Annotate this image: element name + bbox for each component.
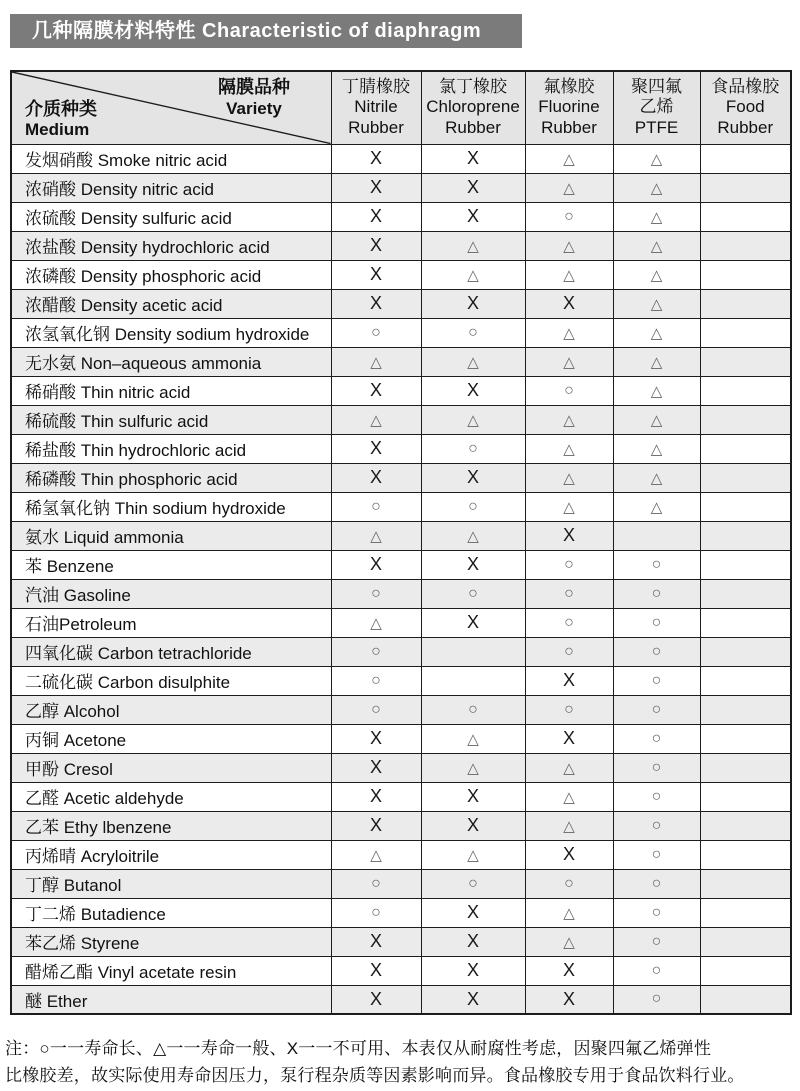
rating-cell: △ [331,405,421,434]
rating-cell: △ [525,898,613,927]
rating-cell: X [525,289,613,318]
column-header-line: 聚四氟 [631,76,682,96]
medium-label: 乙醛 Acetic aldehyde [11,782,331,811]
rating-cell [700,840,791,869]
rating-cell: X [421,202,525,231]
corner-variety-label [180,77,328,120]
column-header-4 [613,71,700,144]
variety-label-cn: 隔膜品种 [218,77,290,97]
rating-cell: ○ [331,666,421,695]
rating-cell: X [331,231,421,260]
table-row [11,492,791,521]
rating-cell: X [525,521,613,550]
rating-cell: △ [331,347,421,376]
table-row [11,405,791,434]
rating-cell: ○ [421,695,525,724]
rating-cell [700,347,791,376]
medium-label: 浓氢氧化钢 Density sodium hydroxide [11,318,331,347]
rating-cell [700,405,791,434]
table-row [11,579,791,608]
rating-cell: △ [525,463,613,492]
table-row [11,434,791,463]
rating-cell: △ [525,173,613,202]
rating-cell [700,782,791,811]
rating-cell: ○ [613,724,700,753]
rating-cell: △ [613,144,700,173]
table-row [11,985,791,1014]
column-header-2 [421,71,525,144]
medium-label: 稀氢氧化钠 Thin sodium hydroxide [11,492,331,521]
rating-cell: ○ [613,869,700,898]
medium-label: 浓盐酸 Density hydrochloric acid [11,231,331,260]
rating-cell [700,289,791,318]
rating-cell [700,811,791,840]
table-row [11,898,791,927]
footnote-line-1: 注：○一一寿命长、△一一寿命一般、X一一不可用、本表仅从耐腐性考虑，因聚四氟乙烯弹性 [5,1039,712,1058]
rating-cell: △ [331,840,421,869]
rating-cell: △ [421,724,525,753]
table-row [11,927,791,956]
table-row [11,231,791,260]
rating-cell: X [525,840,613,869]
footnote [5,1035,797,1089]
rating-cell: X [331,724,421,753]
header-row [11,71,791,144]
diaphragm-characteristics-table [10,70,792,1015]
table-row [11,376,791,405]
rating-cell: ○ [331,492,421,521]
rating-cell [700,463,791,492]
rating-cell: △ [613,463,700,492]
table-row [11,695,791,724]
rating-cell: X [331,260,421,289]
rating-cell [700,869,791,898]
medium-label: 乙醇 Alcohol [11,695,331,724]
medium-label: 浓硫酸 Density sulfuric acid [11,202,331,231]
column-header-line: PTFE [634,118,679,138]
rating-cell [700,376,791,405]
page-title: 几种隔膜材料特性 Characteristic of diaphragm [10,14,522,48]
column-header-3 [525,71,613,144]
rating-cell: ○ [613,985,700,1014]
rating-cell: X [331,289,421,318]
table-row [11,956,791,985]
rating-cell: X [421,898,525,927]
medium-label: 无水氨 Non–aqueous ammonia [11,347,331,376]
rating-cell: △ [525,347,613,376]
rating-cell: ○ [331,579,421,608]
rating-cell [700,695,791,724]
rating-cell: ○ [613,898,700,927]
rating-cell: △ [525,753,613,782]
rating-cell: X [421,550,525,579]
rating-cell: ○ [613,666,700,695]
table-row [11,289,791,318]
rating-cell: X [331,753,421,782]
rating-cell: △ [613,347,700,376]
rating-cell [700,521,791,550]
medium-label-en: Medium [25,120,90,140]
rating-cell [700,202,791,231]
variety-label-en: Variety [226,98,282,118]
rating-cell: X [421,144,525,173]
rating-cell: ○ [613,840,700,869]
rating-cell: △ [613,173,700,202]
rating-cell: △ [613,202,700,231]
rating-cell: ○ [613,811,700,840]
table-row [11,753,791,782]
table-row [11,608,791,637]
rating-cell: △ [421,521,525,550]
rating-cell: X [421,985,525,1014]
rating-cell: △ [421,840,525,869]
rating-cell: △ [525,144,613,173]
column-header-line: 氯丁橡胶 [439,76,507,96]
medium-label: 苯乙烯 Styrene [11,927,331,956]
rating-cell: ○ [525,550,613,579]
rating-cell: X [421,927,525,956]
medium-label: 乙苯 Ethy lbenzene [11,811,331,840]
rating-cell: △ [525,405,613,434]
rating-cell: ○ [525,579,613,608]
rating-cell: △ [331,608,421,637]
column-header-1 [331,71,421,144]
table-row [11,869,791,898]
rating-cell: △ [331,521,421,550]
rating-cell: ○ [613,608,700,637]
rating-cell: X [331,463,421,492]
table-row [11,666,791,695]
rating-cell [700,231,791,260]
rating-cell [700,985,791,1014]
rating-cell: X [331,927,421,956]
rating-cell: X [525,985,613,1014]
medium-label: 苯 Benzene [11,550,331,579]
table-row [11,550,791,579]
rating-cell [613,521,700,550]
medium-label: 稀磷酸 Thin phosphoric acid [11,463,331,492]
rating-cell: △ [525,231,613,260]
rating-cell: X [331,376,421,405]
column-header-5 [700,71,791,144]
rating-cell: ○ [331,898,421,927]
rating-cell: ○ [613,637,700,666]
rating-cell: X [525,666,613,695]
column-header-line: Rubber [541,118,597,138]
rating-cell: △ [613,289,700,318]
rating-cell: X [421,376,525,405]
medium-label: 稀盐酸 Thin hydrochloric acid [11,434,331,463]
rating-cell: ○ [331,318,421,347]
rating-cell: △ [613,434,700,463]
medium-label: 汽油 Gasoline [11,579,331,608]
rating-cell: ○ [613,579,700,608]
table-row [11,463,791,492]
rating-cell [700,434,791,463]
medium-label: 醚 Ether [11,985,331,1014]
rating-cell: X [421,173,525,202]
rating-cell: X [525,956,613,985]
rating-cell: △ [525,318,613,347]
rating-cell: X [331,985,421,1014]
table-row [11,173,791,202]
rating-cell: X [421,811,525,840]
rating-cell: △ [421,260,525,289]
rating-cell [700,144,791,173]
table-row [11,347,791,376]
rating-cell [700,550,791,579]
rating-cell: ○ [421,492,525,521]
rating-cell [700,724,791,753]
medium-label: 甲酚 Cresol [11,753,331,782]
medium-label: 丁二烯 Butadience [11,898,331,927]
rating-cell: ○ [421,318,525,347]
rating-cell: △ [421,347,525,376]
rating-cell: △ [421,405,525,434]
rating-cell [700,898,791,927]
rating-cell: X [421,608,525,637]
medium-label: 醋烯乙酯 Vinyl acetate resin [11,956,331,985]
rating-cell: ○ [613,550,700,579]
table-row [11,782,791,811]
rating-cell: ○ [525,608,613,637]
rating-cell [700,260,791,289]
rating-cell: △ [613,405,700,434]
column-header-line: 食品橡胶 [711,76,780,96]
table-row [11,260,791,289]
medium-label: 四氧化碳 Carbon tetrachloride [11,637,331,666]
rating-cell: △ [613,260,700,289]
medium-label: 浓醋酸 Density acetic acid [11,289,331,318]
column-header-line: 丁腈橡胶 [342,76,410,96]
table-row [11,811,791,840]
table-row [11,637,791,666]
rating-cell: ○ [421,434,525,463]
rating-cell: X [331,550,421,579]
rating-cell: ○ [525,637,613,666]
medium-label: 浓硝酸 Density nitric acid [11,173,331,202]
rating-cell: ○ [331,695,421,724]
column-header-line: Rubber [348,118,404,138]
medium-label: 稀硝酸 Thin nitric acid [11,376,331,405]
medium-label: 石油Petroleum [11,608,331,637]
rating-cell: X [331,202,421,231]
rating-cell: ○ [613,927,700,956]
table-row [11,840,791,869]
rating-cell: △ [525,927,613,956]
rating-cell: X [331,782,421,811]
column-header-line: Nitrile [354,97,398,117]
medium-label: 二硫化碳 Carbon disulphite [11,666,331,695]
rating-cell [700,492,791,521]
medium-label: 稀硫酸 Thin sulfuric acid [11,405,331,434]
rating-cell [700,637,791,666]
footnote-line-2: 比橡胶差，故实际使用寿命因压力，泵行程杂质等因素影响而异。食品橡胶专用于食品饮料行业。 [5,1066,745,1086]
rating-cell: △ [613,231,700,260]
corner-medium-label [25,99,97,141]
rating-cell: ○ [613,753,700,782]
medium-label: 氨水 Liquid ammonia [11,521,331,550]
column-header-line: 乙烯 [639,97,674,117]
rating-cell: △ [421,753,525,782]
rating-cell: ○ [525,695,613,724]
table-row [11,202,791,231]
corner-cell [11,71,331,144]
rating-cell: X [421,782,525,811]
rating-cell [700,753,791,782]
medium-label: 丁醇 Butanol [11,869,331,898]
rating-cell: X [421,289,525,318]
column-header-line: Chloroprene [426,97,520,117]
rating-cell: ○ [525,869,613,898]
rating-cell: ○ [525,202,613,231]
rating-cell: △ [525,492,613,521]
table-row [11,318,791,347]
rating-cell: △ [525,782,613,811]
rating-cell: ○ [331,637,421,666]
medium-label: 丙烯晴 Acryloitrile [11,840,331,869]
table-row [11,724,791,753]
rating-cell: X [331,811,421,840]
rating-cell [700,173,791,202]
rating-cell: X [331,173,421,202]
medium-label-cn: 介质种类 [25,98,97,119]
rating-cell: ○ [613,782,700,811]
rating-cell: ○ [421,579,525,608]
rating-cell: X [331,144,421,173]
rating-cell: △ [613,318,700,347]
rating-cell: △ [525,811,613,840]
rating-cell: ○ [613,956,700,985]
column-header-line: Rubber [445,118,501,138]
rating-cell: X [421,956,525,985]
rating-cell: X [421,463,525,492]
table-row [11,144,791,173]
medium-label: 发烟硝酸 Smoke nitric acid [11,144,331,173]
rating-cell [700,666,791,695]
rating-cell: △ [421,231,525,260]
table-row [11,521,791,550]
rating-cell: ○ [421,869,525,898]
rating-cell [700,318,791,347]
rating-cell: X [331,956,421,985]
rating-cell [700,608,791,637]
rating-cell [700,956,791,985]
rating-cell: ○ [525,376,613,405]
rating-cell: X [331,434,421,463]
rating-cell: △ [613,492,700,521]
rating-cell: △ [525,434,613,463]
rating-cell [700,927,791,956]
rating-cell [421,666,525,695]
rating-cell: X [525,724,613,753]
rating-cell: △ [525,260,613,289]
rating-cell [700,579,791,608]
column-header-line: Fluorine [538,97,600,117]
column-header-line: Rubber [717,118,774,138]
rating-cell: ○ [331,869,421,898]
column-header-line: 氟橡胶 [543,76,595,96]
medium-label: 浓磷酸 Density phosphoric acid [11,260,331,289]
rating-cell [421,637,525,666]
medium-label: 丙铜 Acetone [11,724,331,753]
column-header-line: Food [725,97,765,117]
rating-cell: ○ [613,695,700,724]
rating-cell: △ [613,376,700,405]
